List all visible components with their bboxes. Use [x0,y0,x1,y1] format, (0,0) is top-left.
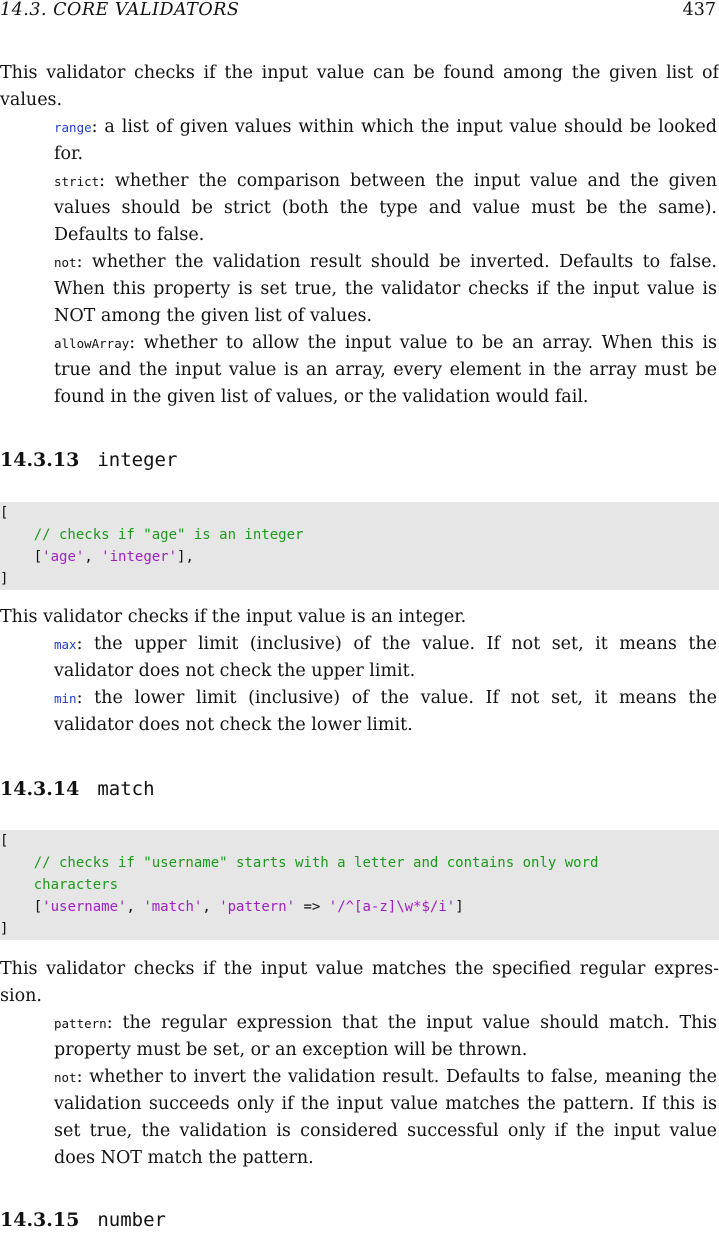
section-name: number [97,1209,166,1231]
property-name: min [54,691,77,706]
code-string: 'username' [42,899,127,915]
section-name: integer [97,449,178,471]
code-comment: // checks if "username" starts with a letter and contains only word [33,855,599,871]
property-item-range [54,114,717,168]
intro-line-2: values. [0,90,63,110]
section-number: 14.3.13 [0,449,80,471]
code-line [0,852,719,874]
property-name: range [54,120,92,135]
property-description: : a list of given values within which the input value should be looked for. [54,117,717,164]
section-heading-match [0,776,155,803]
property-description: : the lower limit (inclusive) of the value. If not set, it means the validator does not check the lower limit. [54,688,717,735]
code-block-match [0,830,719,940]
property-name: max [54,637,77,652]
intro-line-1: This validator checks if the input value can be found among the given list of [0,63,719,83]
intro-paragraph [0,60,719,114]
property-description: : whether the comparison between the input value and the given values should be strict (both the type and value must be the same). Defaults to false. [54,171,717,245]
code-block-integer [0,502,719,590]
property-name: not [54,1070,77,1085]
property-name: pattern [54,1016,107,1031]
section-number: 14.3.14 [0,778,80,800]
code-line [0,874,719,896]
property-item-not [54,249,717,330]
code-comment: characters [33,877,119,893]
code-string: 'pattern' [219,899,296,915]
code-line [0,524,719,546]
property-description: : the regular expression that the input value should match. This property must be set, or an exception will be thrown. [54,1013,717,1060]
section-number: 14.3.15 [0,1209,80,1231]
property-item-max [54,631,717,685]
property-description: : whether to allow the input value to be an array. When this is true and the input value is an array, every element in the array must be found in the given list of values, or the validation would fail. [54,333,717,407]
code-string: '/^[a-z]\w*$/i' [328,899,456,915]
property-name: allowArray [54,336,130,351]
property-description: : the upper limit (inclusive) of the value. If not set, it means the validator does not check the upper limit. [54,634,717,681]
code-comment: // checks if "age" is an integer [33,527,304,543]
code-string: 'integer' [101,549,178,565]
code-string: 'match' [143,899,203,915]
section-heading-integer [0,447,177,474]
page-number: 437 [682,0,716,20]
property-item-allowarray [54,330,717,411]
section-heading-number [0,1207,166,1234]
property-description: : whether to invert the validation result. Defaults to false, meaning the validation succeeds only if the input value matches the pattern. If this is set true, the validation is considered successful only if the input value does NOT match the pattern. [54,1067,717,1168]
code-line: [ [0,505,9,521]
code-line: ] [0,571,9,587]
property-item-min [54,685,717,739]
property-item-strict [54,168,717,249]
property-description: : whether the validation result should be inverted. Defaults to false. When this property is set true, the validator checks if the input value is NOT among the given list of values. [54,252,717,326]
property-item-not-match [54,1064,717,1172]
property-item-pattern [54,1010,717,1064]
code-line: [ [0,833,9,849]
code-line: ] [0,921,9,937]
section-name: match [97,778,155,800]
match-desc-line-1: This validator checks if the input value matches the specified regular expres- [0,959,719,979]
running-header-section: 14.3. CORE VALIDATORS [0,0,240,20]
integer-description: This validator checks if the input value is an integer. [0,607,467,627]
property-name: strict [54,174,100,189]
property-name: not [54,255,77,270]
code-line: ['age', 'integer'], [33,549,194,565]
code-line: ['username', 'match', 'pattern' => '/^[a-z]\w*$/i'] [33,899,464,915]
code-string: 'age' [42,549,85,565]
match-description [0,956,719,1010]
match-desc-line-2: sion. [0,986,42,1006]
